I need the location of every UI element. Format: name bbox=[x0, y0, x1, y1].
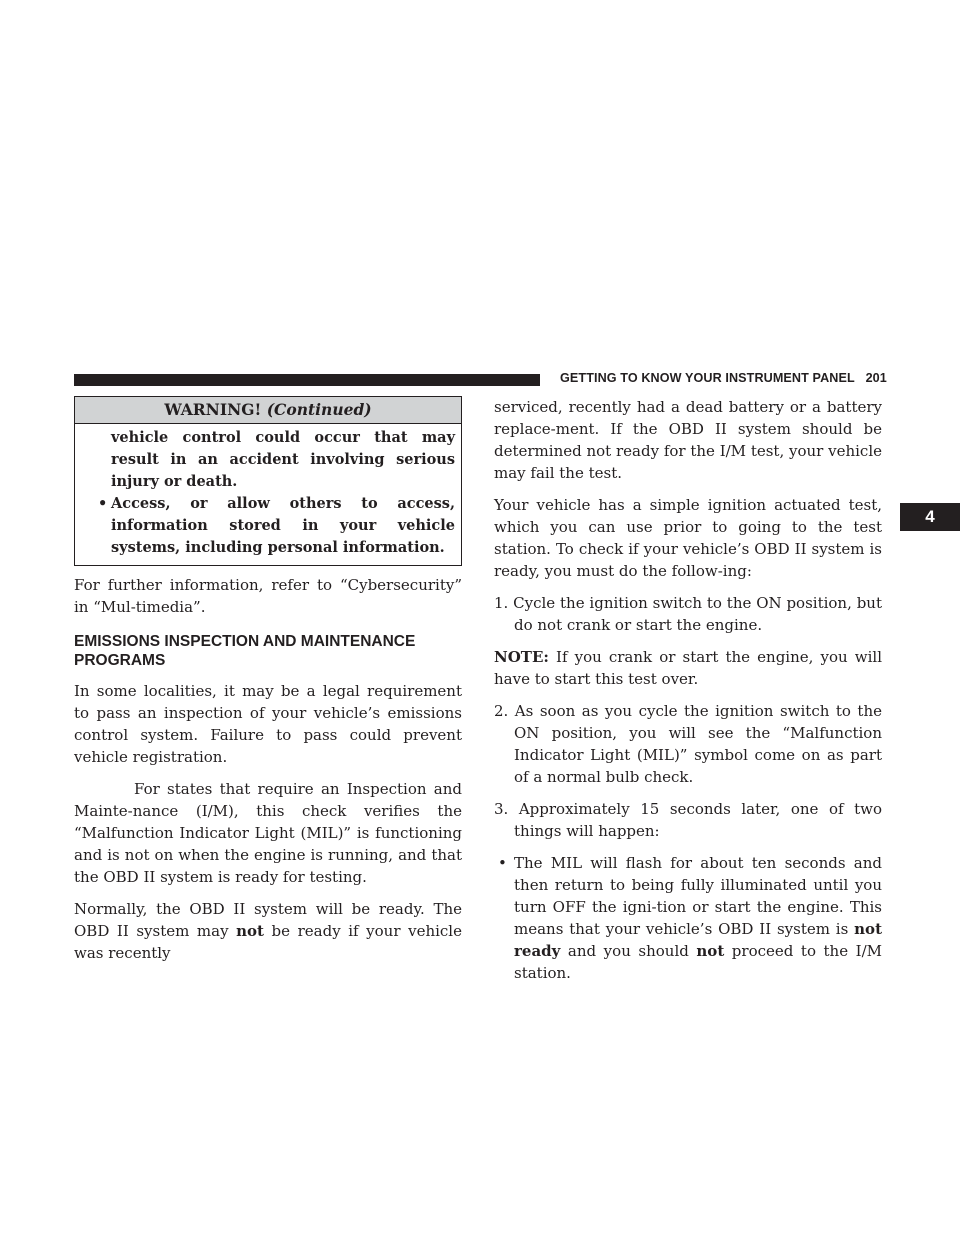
warning-line: vehicle control could occur that may result in an accident involving serious injury or death. bbox=[111, 429, 455, 490]
warning-subtitle: (Continued) bbox=[266, 400, 372, 419]
warning-bullet-text: Access, or allow others to access, information stored in your vehicle systems, including personal information. bbox=[111, 495, 455, 556]
warning-header bbox=[75, 397, 461, 424]
paragraph-text: For states that require an Inspection and Mainte-nance (I/M), this check verifies the “Malfunction Indicator Light (MIL)” is functioning and is not on when the engine is running, and that the OBD II system is ready for testing. bbox=[74, 780, 462, 886]
warning-bullet bbox=[98, 493, 455, 559]
paragraph-with-symbol bbox=[74, 778, 462, 888]
section-title: GETTING TO KNOW YOUR INSTRUMENT PANEL bbox=[560, 371, 855, 385]
text-run: proceed to the I/M station. bbox=[514, 942, 882, 982]
paragraph bbox=[74, 898, 462, 964]
bullet-icon: • bbox=[498, 854, 507, 872]
note-text: If you crank or start the engine, you will have to start this test over. bbox=[494, 648, 882, 688]
text-run: and you should bbox=[560, 942, 697, 960]
step-3: 3. Approximately 15 seconds later, one of two things will happen: bbox=[494, 800, 882, 840]
text-run: The MIL will flash for about ten seconds and then return to being fully illuminated until you turn OFF the igni-tion or start the engine. This means that your vehicle’s OBD II system is bbox=[514, 854, 882, 938]
text-run: Normally, the OBD II system will be ready. The OBD II system may bbox=[74, 900, 462, 940]
header-rule bbox=[74, 374, 540, 386]
step-1: 1. Cycle the ignition switch to the ON position, but do not crank or start the engine. bbox=[494, 594, 882, 634]
chapter-tab: 4 bbox=[900, 503, 960, 531]
text-run: be ready if your vehicle was recently bbox=[74, 922, 462, 962]
right-column bbox=[494, 396, 882, 984]
running-header bbox=[560, 371, 887, 385]
further-info: For further information, refer to “Cybersecurity” in “Mul-timedia”. bbox=[74, 576, 462, 616]
paragraph: In some localities, it may be a legal requirement to pass an inspection of your vehicle’s emissions control system. Failure to pass could prevent vehicle registration. bbox=[74, 682, 462, 766]
emphasis: not bbox=[236, 922, 264, 940]
emphasis: not bbox=[696, 942, 725, 960]
note-label: NOTE: bbox=[494, 648, 549, 666]
warning-title: WARNING! bbox=[164, 400, 262, 419]
page-number: 201 bbox=[865, 371, 887, 385]
left-column bbox=[74, 396, 462, 974]
warning-box bbox=[74, 396, 462, 566]
warning-body bbox=[75, 424, 461, 565]
paragraph: Your vehicle has a simple ignition actuated test, which you can use prior to going to the test station. To check if your vehicle’s OBD II system is ready, you must do the follow-ing: bbox=[494, 496, 882, 580]
bullet-icon: • bbox=[98, 495, 108, 512]
paragraph: serviced, recently had a dead battery or a battery replace-ment. If the OBD II system should be determined not ready for the I/M test, your vehicle may fail the test. bbox=[494, 398, 882, 482]
step-2: 2. As soon as you cycle the ignition switch to the ON position, you will see the “Malfunction Indicator Light (MIL)” symbol come on as part of a normal bulb check. bbox=[494, 702, 882, 786]
bullet-item bbox=[494, 852, 882, 984]
section-heading: EMISSIONS INSPECTION AND MAINTENANCE PROGRAMS bbox=[74, 633, 416, 669]
emphasis: not ready bbox=[514, 920, 882, 960]
note bbox=[494, 646, 882, 690]
